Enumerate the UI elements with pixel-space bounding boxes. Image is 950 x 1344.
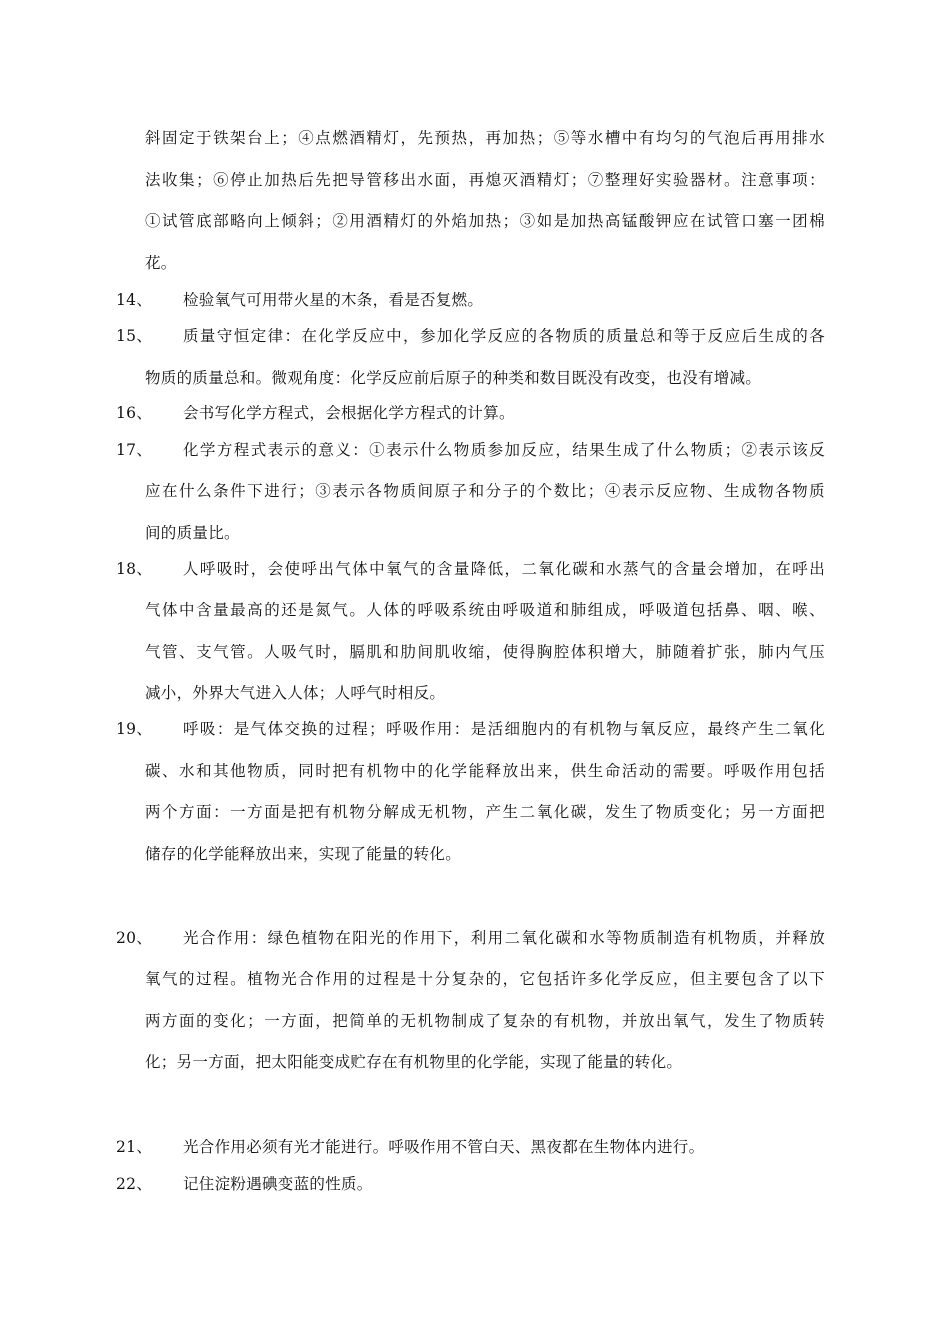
- paragraph-line: 斜固定于铁架台上；④点燃酒精灯，先预热，再加热；⑤等水槽中有均匀的气泡后再用排水: [145, 129, 825, 147]
- paragraph-line: ①试管底部略向上倾斜；②用酒精灯的外焰加热；③如是加热高锰酸钾应在试管口塞一团棉: [145, 212, 825, 230]
- paragraph-line: 化；另一方面，把太阳能变成贮存在有机物里的化学能，实现了能量的转化。: [145, 1053, 683, 1071]
- paragraph-line: 光合作用必须有光才能进行。呼吸作用不管白天、黑夜都在生物体内进行。: [183, 1138, 705, 1156]
- paragraph-line: 光合作用：绿色植物在阳光的作用下，利用二氧化碳和水等物质制造有机物质，并释放: [183, 929, 825, 947]
- item-number: 21、: [116, 1138, 153, 1156]
- paragraph-line: 应在什么条件下进行；③表示各物质间原子和分子的个数比；④表示反应物、生成物各物质: [145, 482, 825, 500]
- item-number: 22、: [116, 1175, 153, 1193]
- paragraph-line: 两方面的变化；一方面，把简单的无机物制成了复杂的有机物，并放出氧气，发生了物质转: [145, 1012, 825, 1030]
- paragraph-line: 人呼吸时，会使呼出气体中氧气的含量降低，二氧化碳和水蒸气的含量会增加，在呼出: [183, 560, 825, 578]
- item-number: 15、: [116, 327, 153, 345]
- paragraph-line: 氧气的过程。植物光合作用的过程是十分复杂的，它包括许多化学反应，但主要包含了以下: [145, 970, 825, 988]
- item-number: 19、: [116, 720, 153, 738]
- paragraph-line: 两个方面：一方面是把有机物分解成无机物，产生二氧化碳，发生了物质变化；另一方面把: [145, 803, 825, 821]
- paragraph-line: 碳、水和其他物质，同时把有机物中的化学能释放出来，供生命活动的需要。呼吸作用包括: [145, 762, 825, 780]
- paragraph-line: 记住淀粉遇碘变蓝的性质。: [183, 1175, 373, 1193]
- paragraph-line: 呼吸：是气体交换的过程；呼吸作用：是活细胞内的有机物与氧反应，最终产生二氧化: [183, 720, 825, 738]
- paragraph-line: 间的质量比。: [145, 524, 240, 542]
- item-number: 16、: [116, 404, 153, 422]
- paragraph-line: 会书写化学方程式，会根据化学方程式的计算。: [183, 404, 515, 422]
- item-number: 14、: [116, 291, 153, 309]
- paragraph-line: 气体中含量最高的还是氮气。人体的呼吸系统由呼吸道和肺组成，呼吸道包括鼻、咽、喉、: [145, 601, 825, 619]
- paragraph-line: 花。: [145, 254, 177, 272]
- item-number: 17、: [116, 441, 153, 459]
- item-number: 20、: [116, 929, 153, 947]
- paragraph-line: 物质的质量总和。微观角度：化学反应前后原子的种类和数目既没有改变，也没有增减。: [145, 369, 762, 387]
- paragraph-line: 法收集；⑥停止加热后先把导管移出水面，再熄灭酒精灯；⑦整理好实验器材。注意事项：: [145, 171, 825, 189]
- paragraph-line: 化学方程式表示的意义：①表示什么物质参加反应，结果生成了什么物质；②表示该反: [183, 441, 825, 459]
- paragraph-line: 减小，外界大气进入人体；人呼气时相反。: [145, 684, 446, 702]
- paragraph-line: 气管、支气管。人吸气时，膈肌和肋间肌收缩，使得胸腔体积增大，肺随着扩张，肺内气压: [145, 643, 825, 661]
- paragraph-line: 储存的化学能释放出来，实现了能量的转化。: [145, 845, 462, 863]
- paragraph-line: 质量守恒定律：在化学反应中，参加化学反应的各物质的质量总和等于反应后生成的各: [183, 327, 825, 345]
- paragraph-line: 检验氧气可用带火星的木条，看是否复燃。: [183, 291, 484, 309]
- item-number: 18、: [116, 560, 153, 578]
